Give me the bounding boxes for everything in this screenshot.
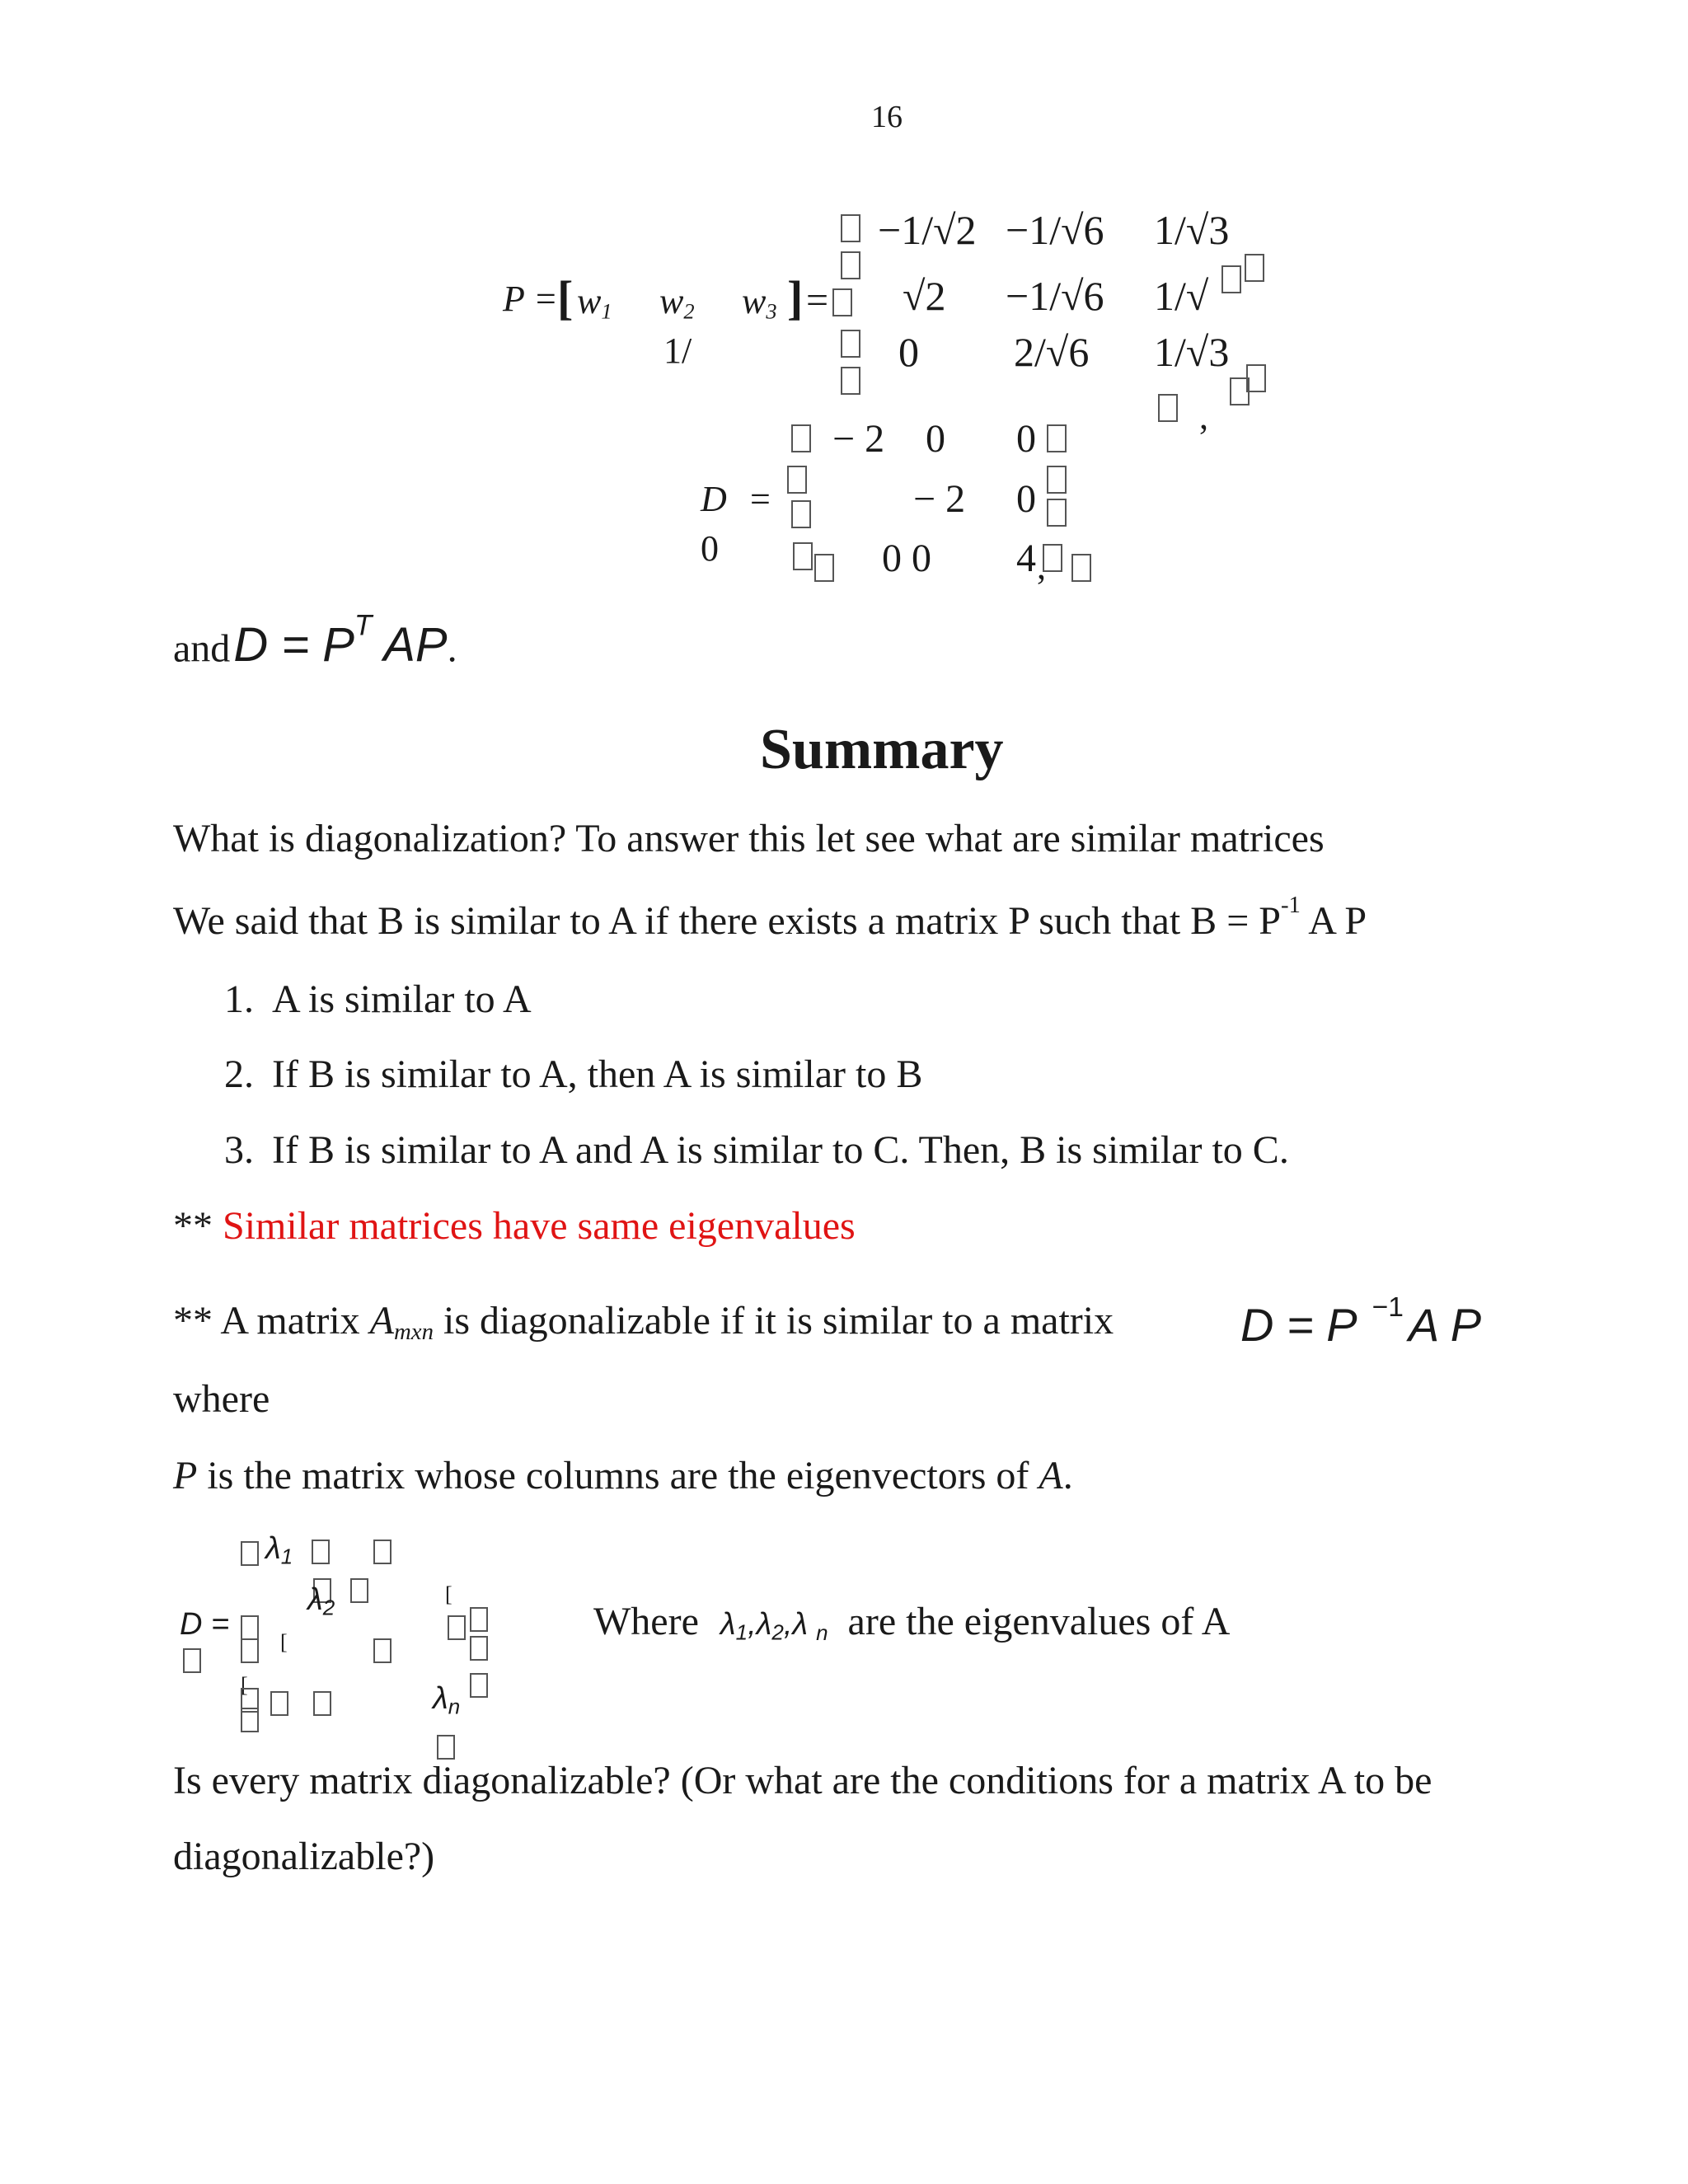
- missing-glyph-box: [350, 1578, 368, 1603]
- missing-glyph-box: [312, 1540, 330, 1564]
- lambda1: $\lambda_1$: [265, 1531, 293, 1569]
- missing-glyph-box: [448, 1615, 466, 1640]
- page-number: 16: [871, 100, 903, 134]
- missing-glyph-box: [1043, 544, 1062, 572]
- missing-glyph-box: [1158, 394, 1178, 422]
- p-comma: ,: [1199, 396, 1208, 437]
- p-r2c2: −1/√6: [1006, 273, 1104, 319]
- where-text: where: [173, 1377, 270, 1421]
- lambda2: $\lambda_2$: [307, 1582, 335, 1620]
- missing-glyph-box: [241, 1541, 259, 1566]
- lambdan: $\lambda_n$: [433, 1681, 461, 1719]
- missing-glyph-box: [1221, 265, 1241, 293]
- missing-glyph-box: [791, 500, 811, 528]
- missing-glyph-box: [183, 1648, 201, 1673]
- p-r3c3: 1/√3: [1154, 329, 1230, 375]
- bracket-fragment: [: [445, 1582, 452, 1606]
- missing-glyph-box: [241, 1638, 259, 1663]
- missing-glyph-box: [1245, 254, 1264, 282]
- missing-glyph-box: [1047, 499, 1067, 527]
- missing-glyph-box: [373, 1638, 392, 1663]
- missing-glyph-box: [470, 1673, 488, 1698]
- missing-glyph-box: [437, 1735, 455, 1760]
- missing-glyph-box: [470, 1636, 488, 1661]
- p-frag: 1/: [663, 330, 692, 371]
- d-r3c2: 4: [1016, 537, 1036, 580]
- missing-glyph-box: [841, 214, 860, 242]
- missing-glyph-box: [470, 1607, 488, 1632]
- p-r3c2: 2/√6: [1014, 329, 1090, 375]
- missing-glyph-box: [841, 251, 860, 279]
- missing-glyph-box: [814, 554, 834, 582]
- missing-glyph-box: [373, 1540, 392, 1564]
- missing-glyph-box: [1246, 364, 1266, 392]
- list-item: 1. A is similar to A: [224, 977, 532, 1021]
- p-w2: $w_2$: [659, 281, 695, 324]
- missing-glyph-box: [787, 466, 807, 494]
- p-definition: P is the matrix whose columns are the eigenvectors of A.: [173, 1454, 1073, 1497]
- d-lhs: D: [701, 479, 727, 519]
- p-r1c3: 1/√3: [1154, 207, 1230, 253]
- and-word: and: [173, 626, 231, 671]
- missing-glyph-box: [270, 1691, 288, 1716]
- p-w3: $w_3$: [742, 281, 777, 324]
- summary-p2: We said that B is similar to A if there exists a matrix P such that $B = P^{-1}$ A P: [173, 892, 1367, 943]
- list-item: 3. If B is similar to A and A is similar to C. Then, B is similar to C.: [224, 1128, 1289, 1172]
- list-item: 2. If B is similar to A, then A is similar to B: [224, 1052, 923, 1096]
- d-r1c1: − 2: [832, 417, 885, 461]
- p-r1c2: −1/√6: [1006, 207, 1104, 253]
- missing-glyph-box: [791, 424, 811, 452]
- missing-glyph-box: [1047, 424, 1067, 452]
- missing-glyph-box: [313, 1691, 331, 1716]
- p-equals: =: [806, 279, 829, 322]
- d-comma: ,: [1037, 546, 1046, 587]
- p-bracket-close: ]: [787, 271, 804, 325]
- bracket-fragment: [: [241, 1673, 248, 1697]
- and-formula: $D = P^T$ AP: [233, 610, 448, 673]
- summary-heading: Summary: [760, 718, 1004, 781]
- d-r2c2: 0: [1016, 477, 1036, 521]
- eigenvalue-note: Where $\lambda_1,\lambda_2,\lambda$ $_n$ are the eigenvalues of A: [593, 1600, 1231, 1645]
- question-line1: Is every matrix diagonalizable? (Or what are the conditions for a matrix A to be: [173, 1759, 1432, 1802]
- missing-glyph-box: [241, 1615, 259, 1640]
- missing-glyph-box: [241, 1708, 259, 1732]
- d-equals: =: [750, 479, 771, 519]
- missing-glyph-box: [793, 542, 813, 570]
- summary-p1: What is diagonalization? To answer this let see what are similar matrices: [173, 817, 1325, 860]
- p-r3c1: 0: [898, 329, 919, 375]
- question-line2: diagonalizable?): [173, 1835, 435, 1878]
- bracket-fragment: [: [280, 1630, 288, 1654]
- d-r2c1: − 2: [913, 477, 966, 521]
- note-diagonalizable: ** A matrix $A_{mxn}$ is diagonalizable if it is similar to a matrix: [173, 1299, 1114, 1346]
- p-bracket-open: [: [557, 271, 574, 325]
- p-r2c3: 1/√: [1154, 273, 1209, 319]
- missing-glyph-box: [841, 367, 860, 395]
- d-r1c3: 0: [1016, 417, 1036, 461]
- and-line: [173, 610, 457, 673]
- and-period: .: [447, 626, 457, 671]
- p-r2c1: √2: [903, 273, 946, 319]
- note-formula: D = P $^{-1}$ A P: [1240, 1292, 1482, 1352]
- missing-glyph-box: [841, 330, 860, 358]
- missing-glyph-box: [832, 288, 852, 316]
- d-stray-zero: 0: [701, 528, 719, 569]
- d-r1c2: 0: [926, 417, 945, 461]
- p-r1c1: −1/√2: [878, 207, 977, 253]
- d-r3c1: 0 0: [882, 537, 931, 580]
- missing-glyph-box: [1047, 466, 1067, 494]
- diag-lhs: D =: [180, 1607, 230, 1642]
- missing-glyph-box: [1071, 554, 1091, 582]
- p-lhs: P =: [503, 279, 558, 319]
- p-w1: $w_1$: [577, 281, 612, 324]
- note-eigenvalues: ** Similar matrices have same eigenvalues: [173, 1204, 856, 1248]
